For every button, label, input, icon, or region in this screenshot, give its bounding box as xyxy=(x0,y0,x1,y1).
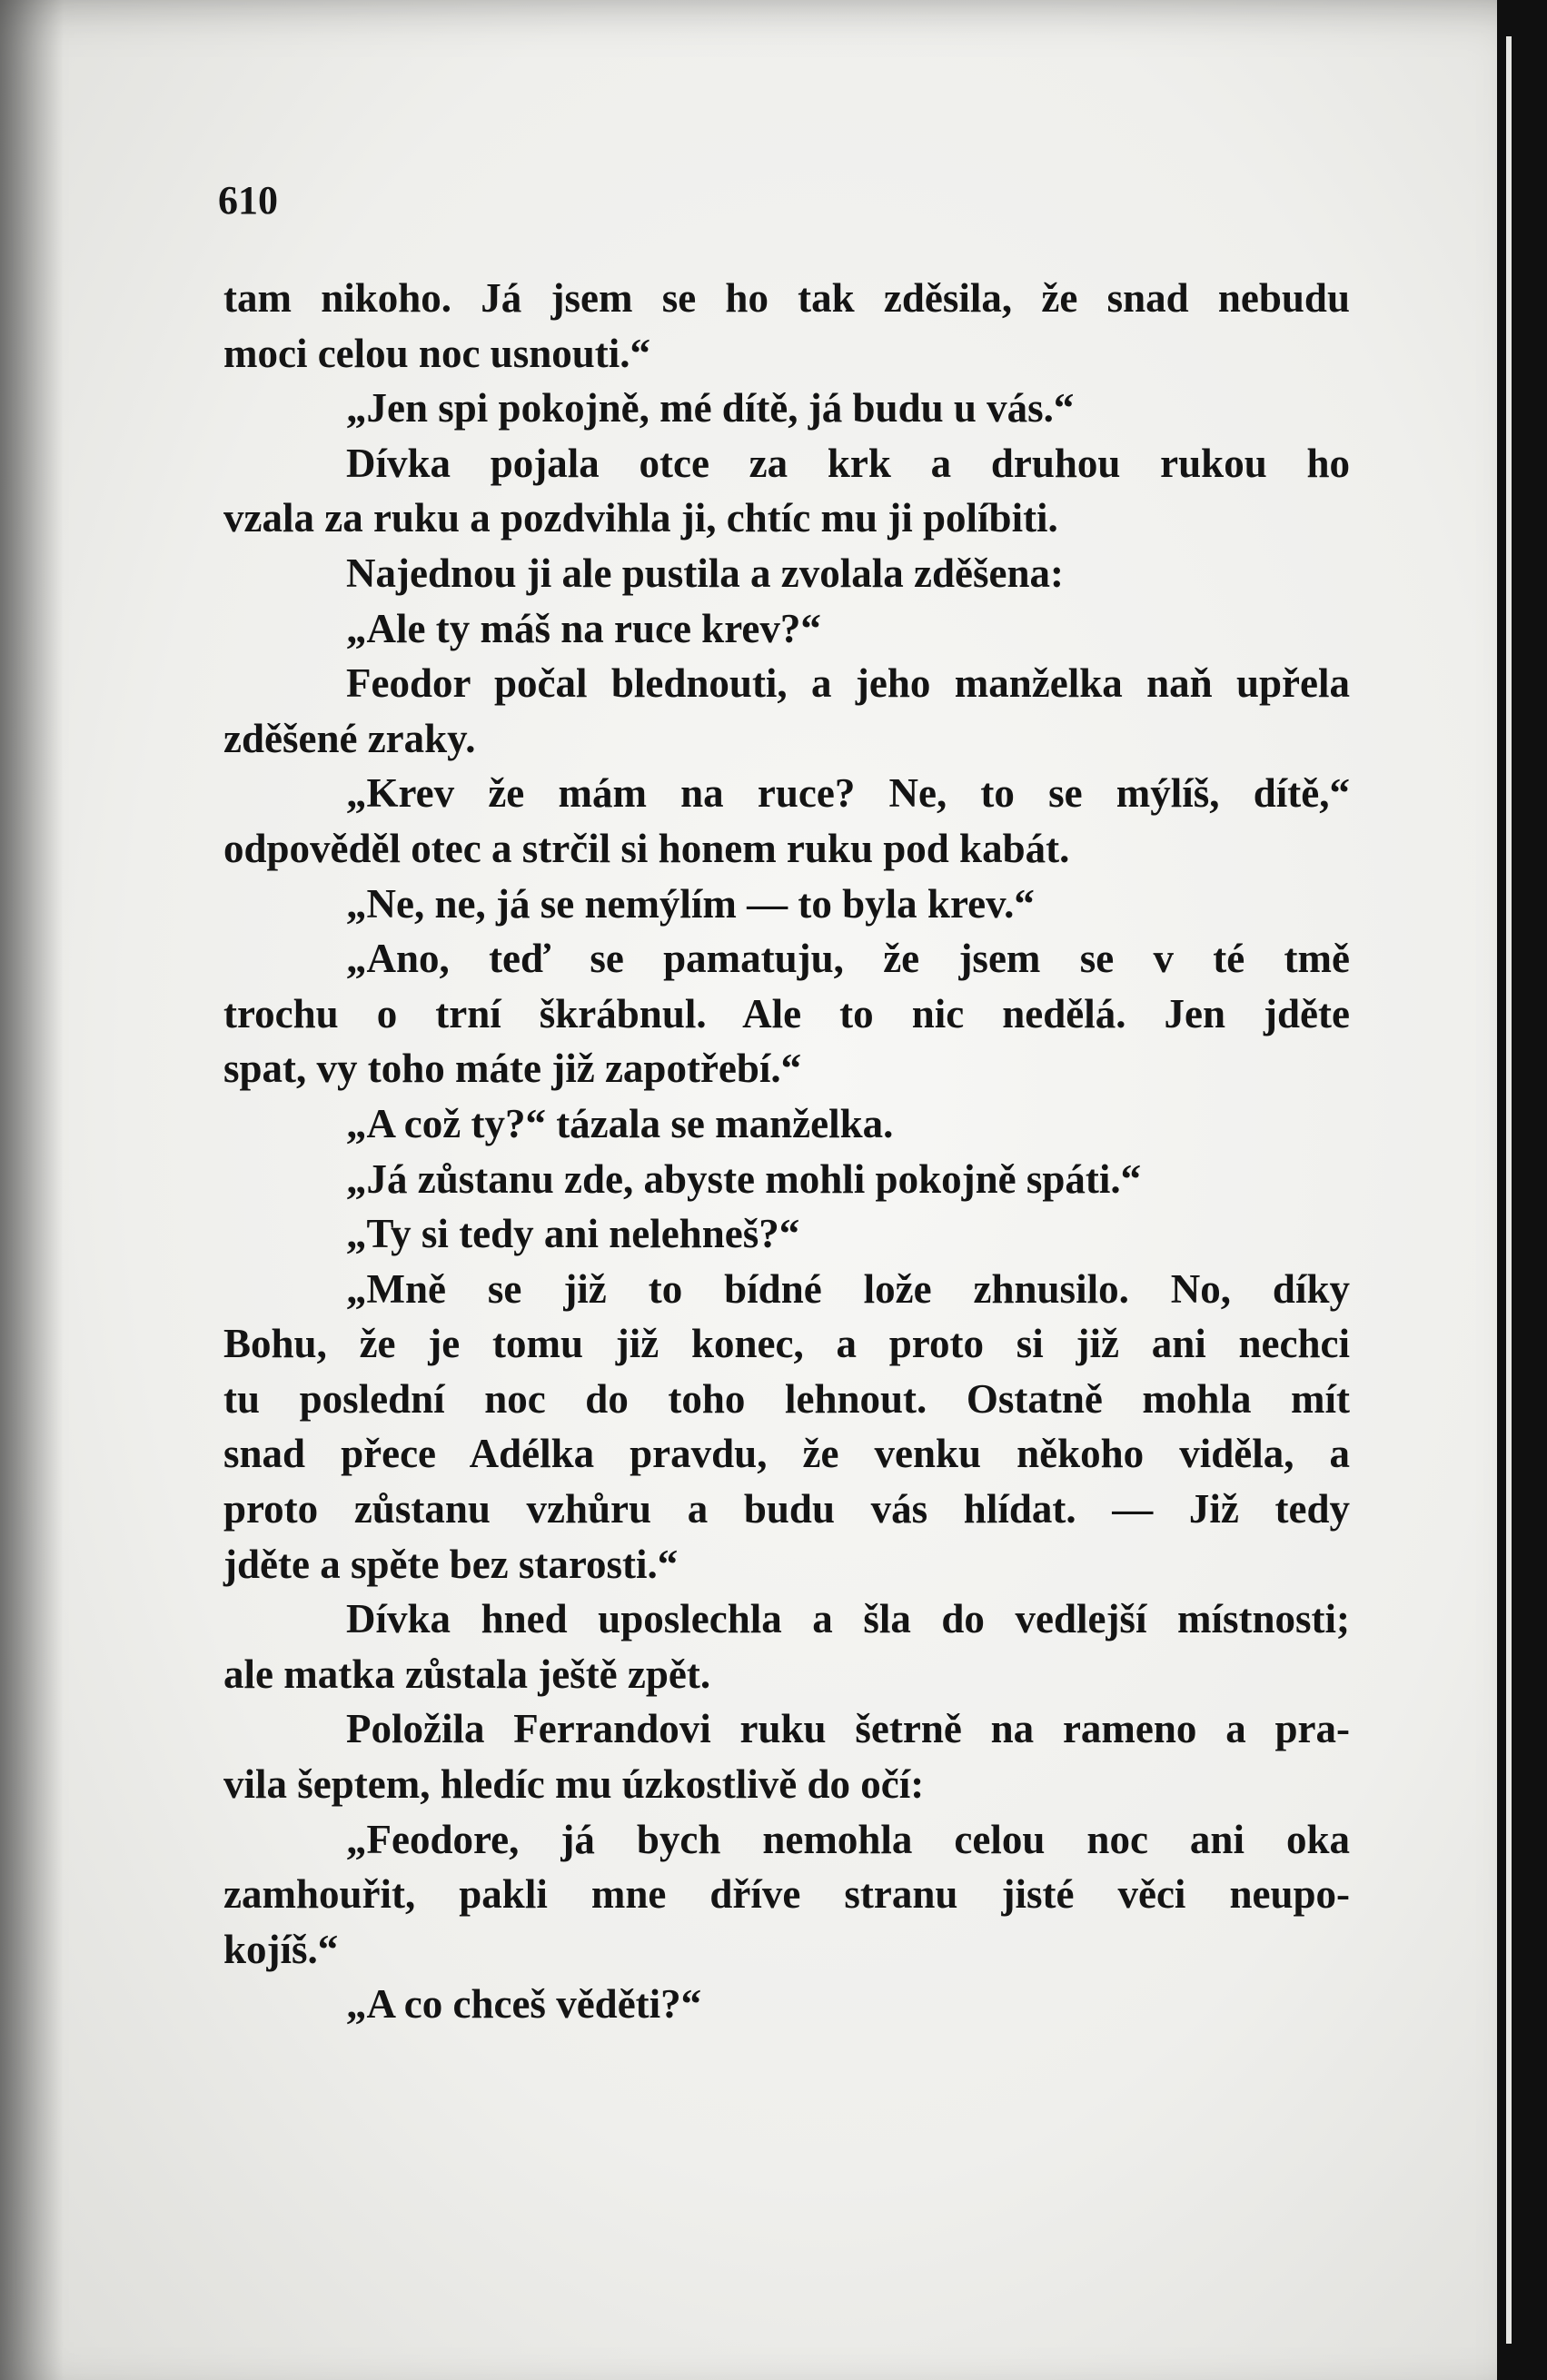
text-line: zděšené zraky. xyxy=(223,715,476,761)
text-line: „Feodore, já bych nemohla celou noc ani oka xyxy=(346,1816,1350,1862)
text-line: trochu o trní škrábnul. Ale to nic nedělá. Jen jděte xyxy=(223,990,1350,1036)
text-line: spat, vy toho máte již zapotřebí.“ xyxy=(223,1046,802,1092)
text-line: „Já zůstanu zde, abyste mohli pokojně spáti.“ xyxy=(346,1155,1142,1202)
text-line: zamhouřit, pakli mne dříve stranu jisté věci neupo- xyxy=(223,1871,1350,1918)
text-line: „A což ty?“ tázala se manželka. xyxy=(346,1100,894,1146)
text-line: Dívka pojala otce za krk a druhou rukou ho xyxy=(346,440,1350,486)
text-line: Dívka hned uposlechla a šla do vedlejší místnosti; xyxy=(346,1596,1350,1642)
text-line: snad přece Adélka pravdu, že venku někoho viděla, a xyxy=(223,1431,1350,1477)
text-line: vila šeptem, hledíc mu úzkostlivě do očí: xyxy=(223,1761,925,1808)
text-line: tam nikoho. Já jsem se ho tak zděsila, že snad nebudu xyxy=(223,275,1350,321)
text-line: jděte a spěte bez starosti.“ xyxy=(223,1541,679,1587)
text-line: „Ty si tedy ani nelehneš?“ xyxy=(346,1211,800,1257)
body-text xyxy=(223,271,1350,2032)
text-line: „Jen spi pokojně, mé dítě, já budu u vás.“ xyxy=(346,385,1075,431)
text-line: Bohu, že je tomu již konec, a proto si již ani nechci xyxy=(223,1321,1350,1367)
text-line: „Mně se již to bídné lože zhnusilo. No, díky xyxy=(346,1265,1350,1312)
next-page-edge xyxy=(1506,36,1512,2344)
text-line: „A co chceš věděti?“ xyxy=(346,1981,702,2028)
text-line: Položila Ferrandovi ruku šetrně na rameno a pra- xyxy=(346,1706,1350,1752)
text-line: „Krev že mám na ruce? Ne, to se mýlíš, dítě,“ xyxy=(346,770,1350,817)
text-line: ale matka zůstala ještě zpět. xyxy=(223,1651,711,1697)
scan-edge xyxy=(1497,0,1547,2380)
text-line: Najednou ji ale pustila a zvolala zděšena: xyxy=(346,550,1065,596)
text-line: Feodor počal blednouti, a jeho manželka naň upřela xyxy=(346,660,1350,707)
text-line: „Ale ty máš na ruce krev?“ xyxy=(346,605,821,651)
text-line: moci celou noc usnouti.“ xyxy=(223,330,651,376)
text-line: „Ne, ne, já se nemýlím — to byla krev.“ xyxy=(346,880,1035,927)
text-line: proto zůstanu vzhůru a budu vás hlídat. — Již tedy xyxy=(223,1486,1350,1532)
text-line: tu poslední noc do toho lehnout. Ostatně mohla mít xyxy=(223,1375,1350,1422)
text-line: odpověděl otec a strčil si honem ruku pod kabát. xyxy=(223,825,1070,871)
text-line: kojíš.“ xyxy=(223,1926,339,1972)
text-line: vzala za ruku a pozdvihla ji, chtíc mu ji políbiti. xyxy=(223,495,1058,541)
text-line: „Ano, teď se pamatuju, že jsem se v té tmě xyxy=(346,936,1350,982)
page-number: 610 xyxy=(218,178,278,223)
